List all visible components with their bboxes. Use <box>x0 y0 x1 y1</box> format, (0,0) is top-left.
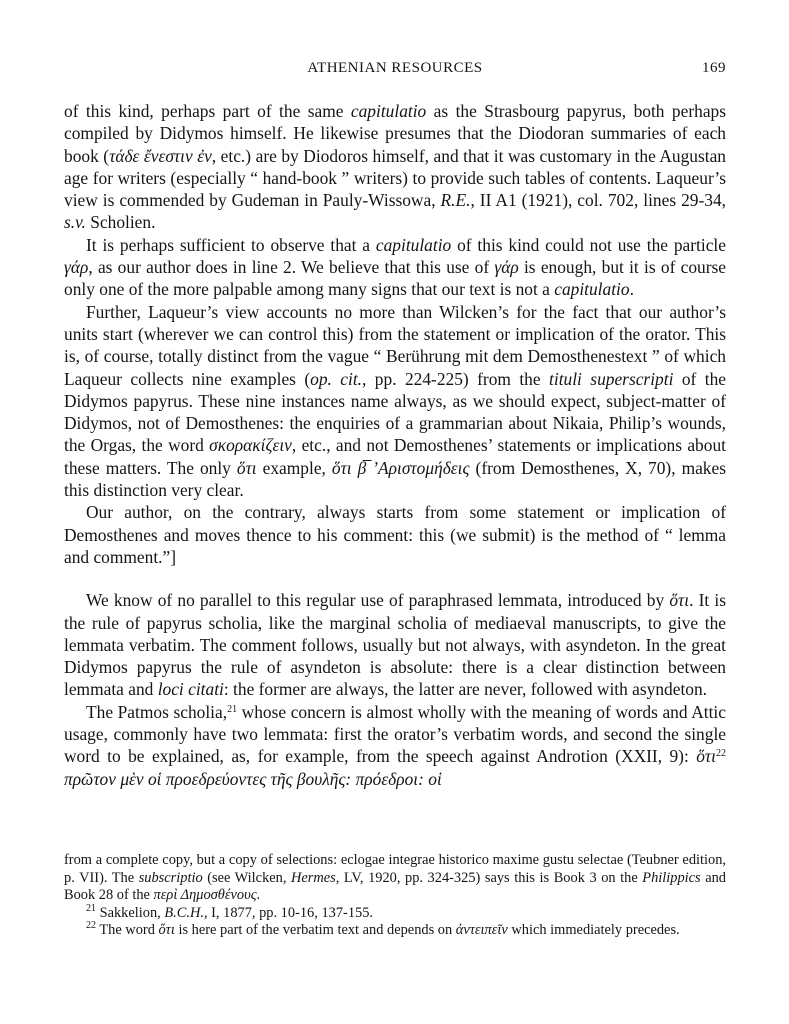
italic-term: Philippics <box>642 869 701 886</box>
text-run: , LV, 1920, pp. 324-325) says this is Book 3 on the <box>335 869 643 886</box>
paragraph-6 <box>64 701 726 790</box>
paragraph-1 <box>64 100 726 234</box>
greek-word: γάρ <box>494 257 519 278</box>
footnotes <box>64 852 726 940</box>
text-run: . <box>256 887 261 904</box>
italic-term: capitulatio <box>375 234 452 255</box>
text-run: It is perhaps sufficient to observe that a <box>86 234 376 255</box>
text-run: , II A1 (1921), col. 702, lines 29-34, <box>470 190 726 211</box>
greek-word: ὅτι <box>669 590 690 611</box>
page-body <box>64 96 726 790</box>
text-run: . <box>629 279 634 300</box>
italic-term: capitulatio <box>554 279 630 300</box>
footnote-ref-21[interactable]: 21 <box>227 703 238 715</box>
greek-word: ὅτι <box>696 746 716 767</box>
greek-phrase: τάδε ἔνεστιν ἐν <box>109 145 212 166</box>
italic-term: R.E. <box>440 190 471 211</box>
text-run: Scholien. <box>85 212 156 233</box>
section-break <box>64 568 726 589</box>
text-run: The Patmos scholia, <box>86 701 228 722</box>
text-run: , etc., and not Demosthenes’ statements or implications about these matters. The only <box>64 435 726 478</box>
page-number: 169 <box>702 60 726 76</box>
paragraph-4: Our author, on the contrary, always starts from some statement or implication of Demosthenes and moves thence to his comment: this (we submit) is the method of “ lemma and comment.”] <box>64 502 726 567</box>
main-text <box>64 100 726 790</box>
text-run: (from Demosthenes, X, 70), makes this distinction very clear. <box>64 457 726 501</box>
text-run: , pp. 224-225) from the <box>362 368 550 389</box>
greek-word: ὅτι <box>158 922 175 939</box>
italic-term: s.v. <box>64 212 86 233</box>
paragraph-3 <box>64 301 726 502</box>
text-run: which immediately precedes. <box>507 922 680 939</box>
text-run: Sakkelion, <box>96 904 165 921</box>
paragraph-2 <box>64 234 726 301</box>
greek-phrase: ὅτι β̅ ’Αριστομήδεις <box>331 457 470 478</box>
text-run: is enough, but it is of course only one of the more palpable among many signs that our text is not a <box>64 257 726 300</box>
italic-term: subscriptio <box>138 869 203 886</box>
greek-word: ἀντειπεῖν <box>455 922 508 939</box>
text-run: example, <box>256 457 332 478</box>
text-run: from a complete copy, but a copy of selections: eclogae integrae historico maxime gustu selectae (Teubner edition, p. VII). The <box>64 852 726 886</box>
text-run: , I, 1877, pp. 10-16, 137-155. <box>203 904 374 921</box>
text-run: of this kind could not use the particle <box>451 234 726 255</box>
italic-term: B.C.H. <box>164 904 204 921</box>
text-run: The word <box>96 922 159 939</box>
italic-term: loci citati <box>157 679 224 700</box>
text-run: (see Wilcken, <box>202 869 291 886</box>
footnote-ref-22[interactable]: 22 <box>716 748 726 760</box>
greek-word: σκορακίζειν <box>209 435 292 456</box>
greek-word: ὅτι <box>236 457 257 478</box>
running-title: ATHENIAN RESOURCES <box>307 60 483 76</box>
italic-term: tituli superscripti <box>549 368 674 389</box>
footnote-marker: 22 <box>86 920 96 932</box>
greek-phrase: περὶ Δημοσθένους <box>153 887 257 904</box>
text-run: of the Didymos papyrus. These nine instances name always, as we should expect, subject-matter of Didymos, not of Demosthenes: the enquiries of a grammarian about Nikaia, Philip’s wounds, the Orgas, the word <box>64 368 726 456</box>
italic-term: capitulatio <box>350 101 427 121</box>
greek-word: γάρ <box>64 257 89 278</box>
text-run: whose concern is almost wholly with the meaning of words and Attic usage, commonly have two lemmata: first the orator’s verbatim words, and second the single word to be explained, as, for example, from the speech against Androtion (XXII, 9): <box>64 701 726 767</box>
text-run: of this kind, perhaps part of the same <box>64 101 351 121</box>
text-run: is here part of the verbatim text and depends on <box>174 922 456 939</box>
italic-term: Hermes <box>291 869 336 886</box>
text-run: and Book 28 of the <box>64 869 726 904</box>
text-run: We know of no parallel to this regular use of paraphrased lemmata, introduced by <box>86 590 670 611</box>
text-run: : the former are always, the latter are never, followed with asyndeton. <box>223 679 708 700</box>
footnote-21 <box>64 902 726 923</box>
text-run: Further, Laqueur’s view accounts no more than Wilcken’s for the fact that our author’s units start (wherever we can control this) from the statement or implication of the orator. This is, of course, totally distinct from the vague “ Berührung mit dem Demosthenestext ” of which Laqueur collects nine examples ( <box>64 301 726 389</box>
text-run: , etc.) are by Diodoros himself, and that it was customary in the Augustan age for writers (especially “ hand-book ” writers) to provide such tables of contents. Laqueur’s view is commended by Gudeman in Pauly-Wissowa, <box>64 145 727 211</box>
text-run: , as our author does in line 2. We believe that this use of <box>88 257 495 278</box>
footnote-22 <box>64 922 726 940</box>
footnote-continued <box>64 852 726 905</box>
greek-phrase: πρῶτον μὲν οἱ προεδρεύοντες τῆς βουλῆς: πρόεδροι: οἱ <box>64 768 442 789</box>
footnote-marker: 21 <box>86 902 96 914</box>
running-head <box>64 58 726 82</box>
text-run: . It is the rule of papyrus scholia, like the marginal scholia of mediaeval manuscripts, to give the lemmata verbatim. The comment follows, usually but not always, with asyndeton. In the great Didymos papyrus the rule of asyndeton is absolute: there is a clear distinction between lemmata and <box>64 590 727 700</box>
italic-term: op. cit. <box>310 368 363 389</box>
paragraph-5 <box>64 589 726 700</box>
text-run: as the Strasbourg papyrus, both perhaps compiled by Didymos himself. He likewise presumes that the Diodoran summaries of each book ( <box>64 101 726 166</box>
